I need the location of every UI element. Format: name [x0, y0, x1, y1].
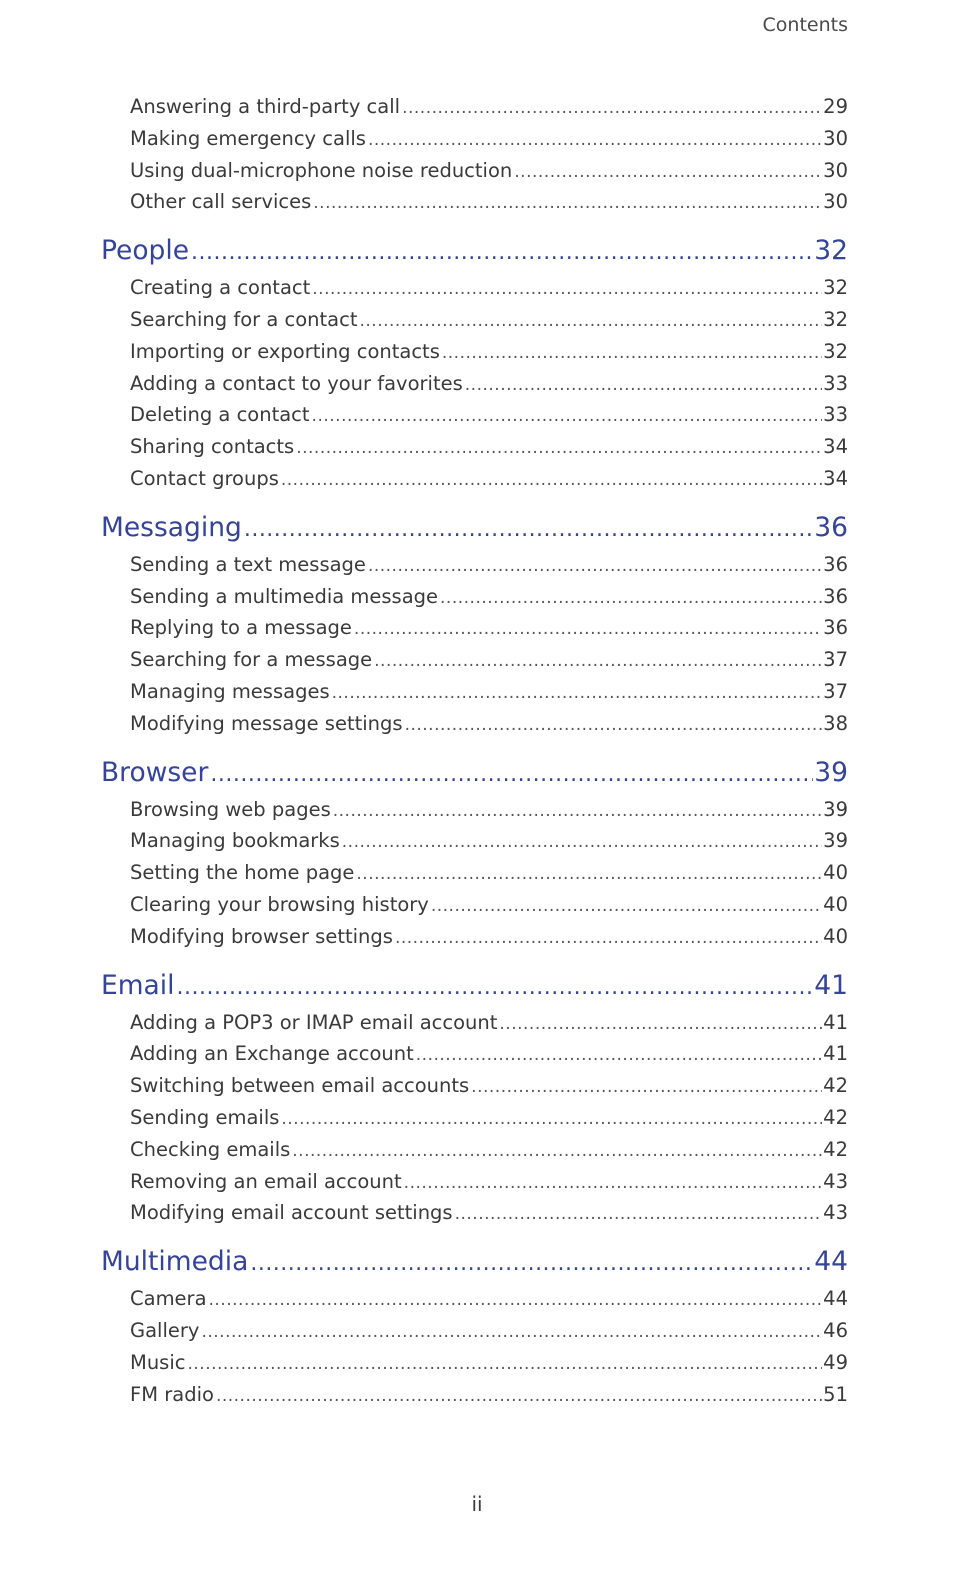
dot-leader: [342, 827, 822, 857]
toc-entry-title: Browser: [101, 756, 209, 788]
toc-entry-title: Removing an email account: [130, 1169, 402, 1193]
toc-entry-title: Music: [130, 1350, 186, 1374]
dot-leader: [191, 233, 813, 271]
dot-leader: [514, 157, 822, 187]
toc-entry-title: Modifying email account settings: [130, 1201, 453, 1225]
toc-section-entry[interactable]: [101, 1166, 848, 1198]
toc-section-entry[interactable]: [101, 1197, 848, 1229]
toc-entry-page-number: 40: [823, 892, 848, 916]
toc-entry-title: Sharing contacts: [130, 435, 295, 459]
toc-entry-title: Modifying message settings: [130, 711, 403, 735]
dot-leader: [292, 1136, 822, 1166]
dot-leader: [209, 1285, 823, 1315]
toc-section-entry[interactable]: [101, 708, 848, 740]
toc-entry-title: Adding a contact to your favorites: [130, 371, 463, 395]
toc-entry-page-number: 44: [823, 1287, 848, 1311]
toc-chapter-entry[interactable]: [101, 508, 848, 548]
dot-leader: [374, 646, 822, 676]
toc-entry-page-number: 32: [823, 307, 848, 331]
toc-section-entry[interactable]: [101, 368, 848, 400]
toc-section-entry[interactable]: [101, 612, 848, 644]
toc-entry-page-number: 32: [823, 339, 848, 363]
dot-leader: [244, 510, 813, 548]
toc-section-entry[interactable]: [101, 1134, 848, 1166]
toc-entry-page-number: 36: [814, 511, 848, 543]
table-of-contents: [101, 91, 848, 1410]
toc-entry-page-number: 39: [814, 756, 848, 788]
toc-entry-page-number: 37: [823, 679, 848, 703]
dot-leader: [333, 796, 822, 826]
toc-entry-page-number: 41: [814, 969, 848, 1001]
toc-entry-title: Replying to a message: [130, 616, 352, 640]
dot-leader: [201, 1317, 822, 1347]
dot-leader: [499, 1009, 822, 1039]
page-header-title: Contents: [762, 14, 848, 36]
toc-entry-page-number: 38: [823, 711, 848, 735]
dot-leader: [440, 583, 822, 613]
toc-section-entry[interactable]: [101, 1102, 848, 1134]
toc-entry-page-number: 30: [823, 158, 848, 182]
toc-entry-title: Switching between email accounts: [130, 1074, 470, 1098]
toc-entry-title: Making emergency calls: [130, 126, 366, 150]
toc-entry-page-number: 44: [814, 1246, 848, 1278]
toc-entry-page-number: 42: [823, 1105, 848, 1129]
toc-section-entry[interactable]: [101, 676, 848, 708]
toc-entry-page-number: 37: [823, 648, 848, 672]
toc-section-entry[interactable]: [101, 1347, 848, 1379]
toc-entry-title: Multimedia: [101, 1246, 249, 1278]
toc-entry-page-number: 41: [823, 1010, 848, 1034]
toc-entry-page-number: 43: [823, 1201, 848, 1225]
toc-section-entry[interactable]: [101, 1038, 848, 1070]
dot-leader: [402, 93, 822, 123]
toc-entry-page-number: 36: [823, 584, 848, 608]
dot-leader: [210, 755, 813, 793]
toc-section-entry[interactable]: [101, 155, 848, 187]
toc-entry-page-number: 39: [823, 797, 848, 821]
toc-entry-title: Browsing web pages: [130, 797, 331, 821]
toc-section-entry[interactable]: [101, 1007, 848, 1039]
dot-leader: [404, 1168, 823, 1198]
toc-entry-page-number: 39: [823, 829, 848, 853]
toc-entry-page-number: 36: [823, 552, 848, 576]
toc-entry-title: Importing or exporting contacts: [130, 339, 440, 363]
dot-leader: [405, 710, 823, 740]
dot-leader: [431, 891, 822, 921]
toc-section-entry[interactable]: [101, 549, 848, 581]
dot-leader: [296, 433, 822, 463]
toc-entry-page-number: 32: [823, 276, 848, 300]
dot-leader: [354, 614, 822, 644]
toc-section-entry[interactable]: [101, 889, 848, 921]
toc-entry-title: Searching for a message: [130, 648, 373, 672]
dot-leader: [216, 1381, 822, 1411]
dot-leader: [368, 125, 822, 155]
toc-entry-title: Modifying browser settings: [130, 924, 393, 948]
toc-entry-page-number: 40: [823, 861, 848, 885]
toc-entry-title: Searching for a contact: [130, 307, 358, 331]
toc-section-entry[interactable]: [101, 272, 848, 304]
toc-chapter-entry[interactable]: [101, 966, 848, 1006]
toc-section-entry[interactable]: [101, 1283, 848, 1315]
dot-leader: [442, 338, 822, 368]
toc-entry-title: Adding a POP3 or IMAP email account: [130, 1010, 498, 1034]
toc-entry-page-number: 51: [823, 1382, 848, 1406]
toc-entry-page-number: 34: [823, 466, 848, 490]
toc-entry-page-number: 42: [823, 1137, 848, 1161]
toc-section-entry[interactable]: [101, 581, 848, 613]
toc-entry-page-number: 43: [823, 1169, 848, 1193]
dot-leader: [313, 188, 822, 218]
toc-chapter-entry[interactable]: [101, 231, 848, 271]
toc-section-entry[interactable]: [101, 825, 848, 857]
toc-entry-page-number: 34: [823, 435, 848, 459]
toc-entry-page-number: 32: [814, 235, 848, 267]
toc-section-entry[interactable]: [101, 186, 848, 218]
toc-entry-title: FM radio: [130, 1382, 214, 1406]
toc-entry-title: Checking emails: [130, 1137, 291, 1161]
toc-entry-title: Contact groups: [130, 466, 279, 490]
toc-entry-page-number: 40: [823, 924, 848, 948]
toc-entry-title: People: [101, 235, 190, 267]
toc-section-entry[interactable]: [101, 431, 848, 463]
toc-section-entry[interactable]: [101, 857, 848, 889]
toc-entry-title: Sending emails: [130, 1105, 280, 1129]
toc-entry-title: Email: [101, 969, 175, 1001]
toc-entry-title: Adding an Exchange account: [130, 1042, 414, 1066]
dot-leader: [332, 678, 823, 708]
toc-section-entry[interactable]: [101, 304, 848, 336]
toc-entry-page-number: 41: [823, 1042, 848, 1066]
toc-entry-title: Sending a multimedia message: [130, 584, 439, 608]
toc-section-entry[interactable]: [101, 1379, 848, 1411]
page-number: ii: [471, 1492, 483, 1516]
dot-leader: [281, 1104, 822, 1134]
toc-entry-title: Gallery: [130, 1318, 200, 1342]
toc-entry-title: Answering a third-party call: [130, 95, 401, 118]
dot-leader: [465, 370, 822, 400]
toc-entry-page-number: 33: [823, 403, 848, 427]
toc-entry-title: Other call services: [130, 190, 312, 214]
dot-leader: [250, 1244, 813, 1282]
toc-entry-page-number: 42: [823, 1074, 848, 1098]
toc-entry-page-number: 33: [823, 371, 848, 395]
dot-leader: [177, 968, 814, 1006]
toc-section-entry[interactable]: [101, 91, 848, 123]
toc-entry-title: Deleting a contact: [130, 403, 310, 427]
toc-entry-title: Setting the home page: [130, 861, 355, 885]
dot-leader: [359, 306, 822, 336]
toc-entry-page-number: 46: [823, 1318, 848, 1342]
dot-leader: [471, 1072, 822, 1102]
toc-entry-title: Managing messages: [130, 679, 330, 703]
dot-leader: [356, 859, 822, 889]
dot-leader: [368, 551, 822, 581]
dot-leader: [416, 1040, 822, 1070]
toc-chapter-entry[interactable]: [101, 753, 848, 793]
toc-section-entry[interactable]: [101, 399, 848, 431]
dot-leader: [187, 1349, 822, 1379]
toc-entry-page-number: 36: [823, 616, 848, 640]
toc-entry-title: Camera: [130, 1287, 207, 1311]
toc-entry-title: Creating a contact: [130, 276, 311, 300]
toc-section-entry[interactable]: [101, 1315, 848, 1347]
toc-entry-page-number: 30: [823, 190, 848, 214]
dot-leader: [312, 401, 823, 431]
dot-leader: [455, 1199, 823, 1229]
toc-entry-page-number: 29: [823, 95, 848, 118]
dot-leader: [281, 465, 822, 495]
toc-section-entry[interactable]: [101, 1070, 848, 1102]
dot-leader: [395, 923, 822, 953]
toc-section-entry[interactable]: [101, 123, 848, 155]
toc-entry-title: Messaging: [101, 511, 242, 543]
toc-section-entry[interactable]: [101, 794, 848, 826]
dot-leader: [312, 274, 822, 304]
toc-entry-page-number: 49: [823, 1350, 848, 1374]
toc-entry-title: Using dual-microphone noise reduction: [130, 158, 513, 182]
toc-entry-title: Managing bookmarks: [130, 829, 340, 853]
toc-section-entry[interactable]: [101, 463, 848, 495]
toc-section-entry[interactable]: [101, 921, 848, 953]
toc-section-entry[interactable]: [101, 336, 848, 368]
toc-entry-page-number: 30: [823, 126, 848, 150]
toc-chapter-entry[interactable]: [101, 1242, 848, 1282]
toc-entry-title: Clearing your browsing history: [130, 892, 429, 916]
toc-section-entry[interactable]: [101, 644, 848, 676]
toc-entry-title: Sending a text message: [130, 552, 366, 576]
